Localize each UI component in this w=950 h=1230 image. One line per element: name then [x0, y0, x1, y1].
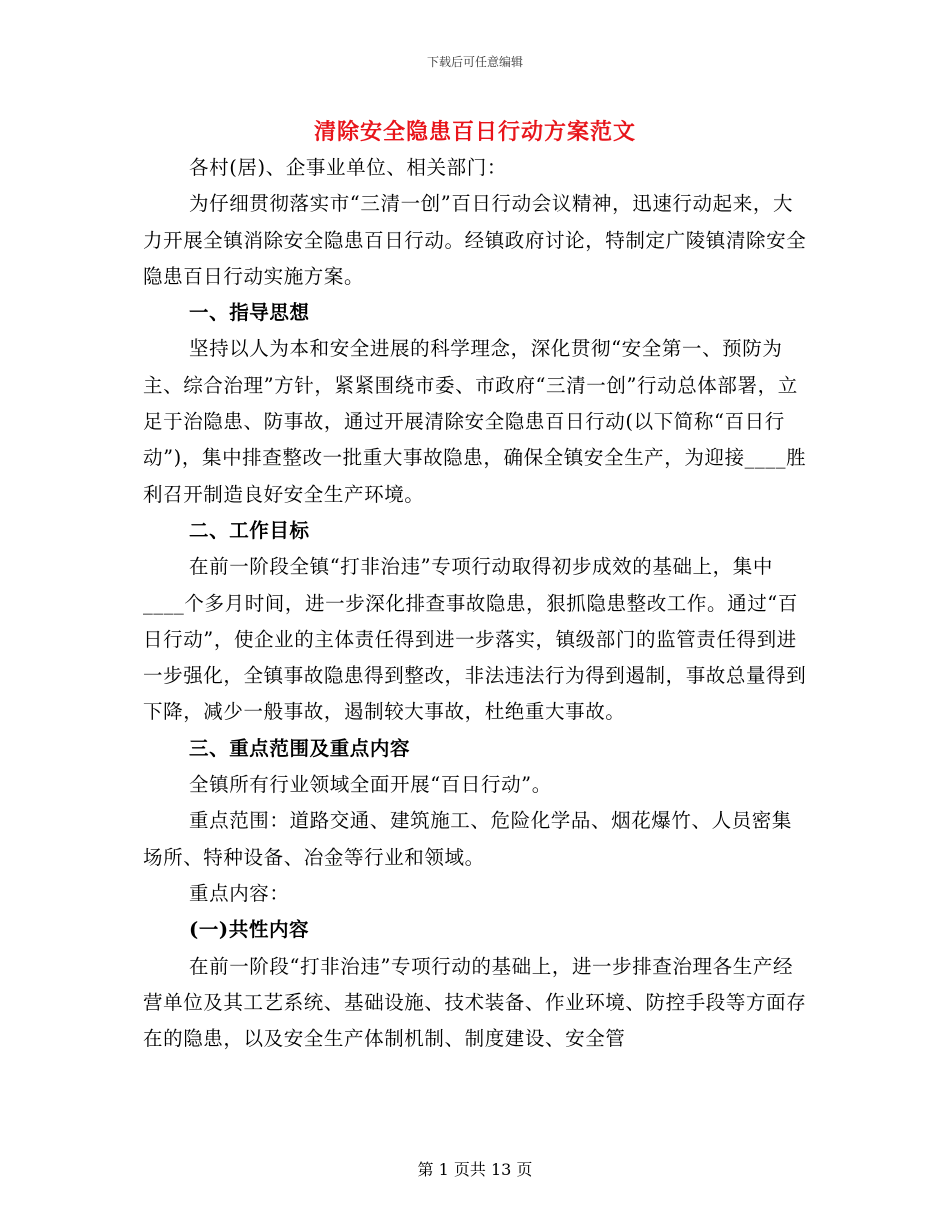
- key-content-label: 重点内容：: [189, 881, 290, 905]
- page-number: 第 1 页共 13 页: [417, 1160, 533, 1179]
- document-title: 清除安全隐患百日行动方案范文: [313, 119, 636, 145]
- key-scope-paragraph: 重点范围：道路交通、建筑施工、危险化学品、烟花爆竹、人员密集场所、特种设备、冶金等行业和领域。: [143, 809, 793, 869]
- work-goal-paragraph: 在前一阶段全镇“打非治违”专项行动取得初步成效的基础上，集中____个多月时间，进一步深化排查事故隐患，狠抓隐患整改工作。通过“百日行动”，使企业的主体责任得到进一步落实，镇级部门的监管责任得到进一步强化，全镇事故隐患得到整改，非法违法行为得到遏制，事故总量得到下降，减少一般事故，遏制较大事故，杜绝重大事故。: [143, 555, 807, 724]
- salutation: 各村(居)、企事业单位、相关部门：: [189, 156, 507, 179]
- section-heading-2: 二、工作目标: [189, 518, 310, 542]
- section-heading-3: 三、重点范围及重点内容: [189, 736, 411, 760]
- subsection-heading-1: (一)共性内容: [189, 918, 310, 942]
- header-note: 下载后可任意编辑: [426, 55, 523, 69]
- scope-paragraph: 全镇所有行业领域全面开展“百日行动”。: [189, 773, 552, 797]
- section-heading-1: 一、指导思想: [189, 301, 310, 325]
- common-content-paragraph: 在前一阶段“打非治违”专项行动的基础上，进一步排查治理各生产经营单位及其工艺系统、基础设施、技术装备、作业环境、防控手段等方面存在的隐患，以及安全生产体制机制、制度建设、安全管: [143, 954, 807, 1051]
- intro-paragraph: 为仔细贯彻落实市“三清一创”百日行动会议精神，迅速行动起来，大力开展全镇消除安全隐患百日行动。经镇政府讨论，特制定广陵镇清除安全隐患百日行动实施方案。: [143, 192, 807, 288]
- guiding-ideology-paragraph: 坚持以人为本和安全进展的科学理念，深化贯彻“安全第一、预防为主、综合治理”方针，紧紧围绕市委、市政府“三清一创”行动总体部署，立足于治隐患、防事故，通过开展清除安全隐患百日行动(以下简称“百日行动”)，集中排查整改一批重大事故隐患，确保全镇安全生产，为迎接____胜利召开制造良好安全生产环境。: [143, 337, 807, 506]
- document-body: [143, 150, 808, 1057]
